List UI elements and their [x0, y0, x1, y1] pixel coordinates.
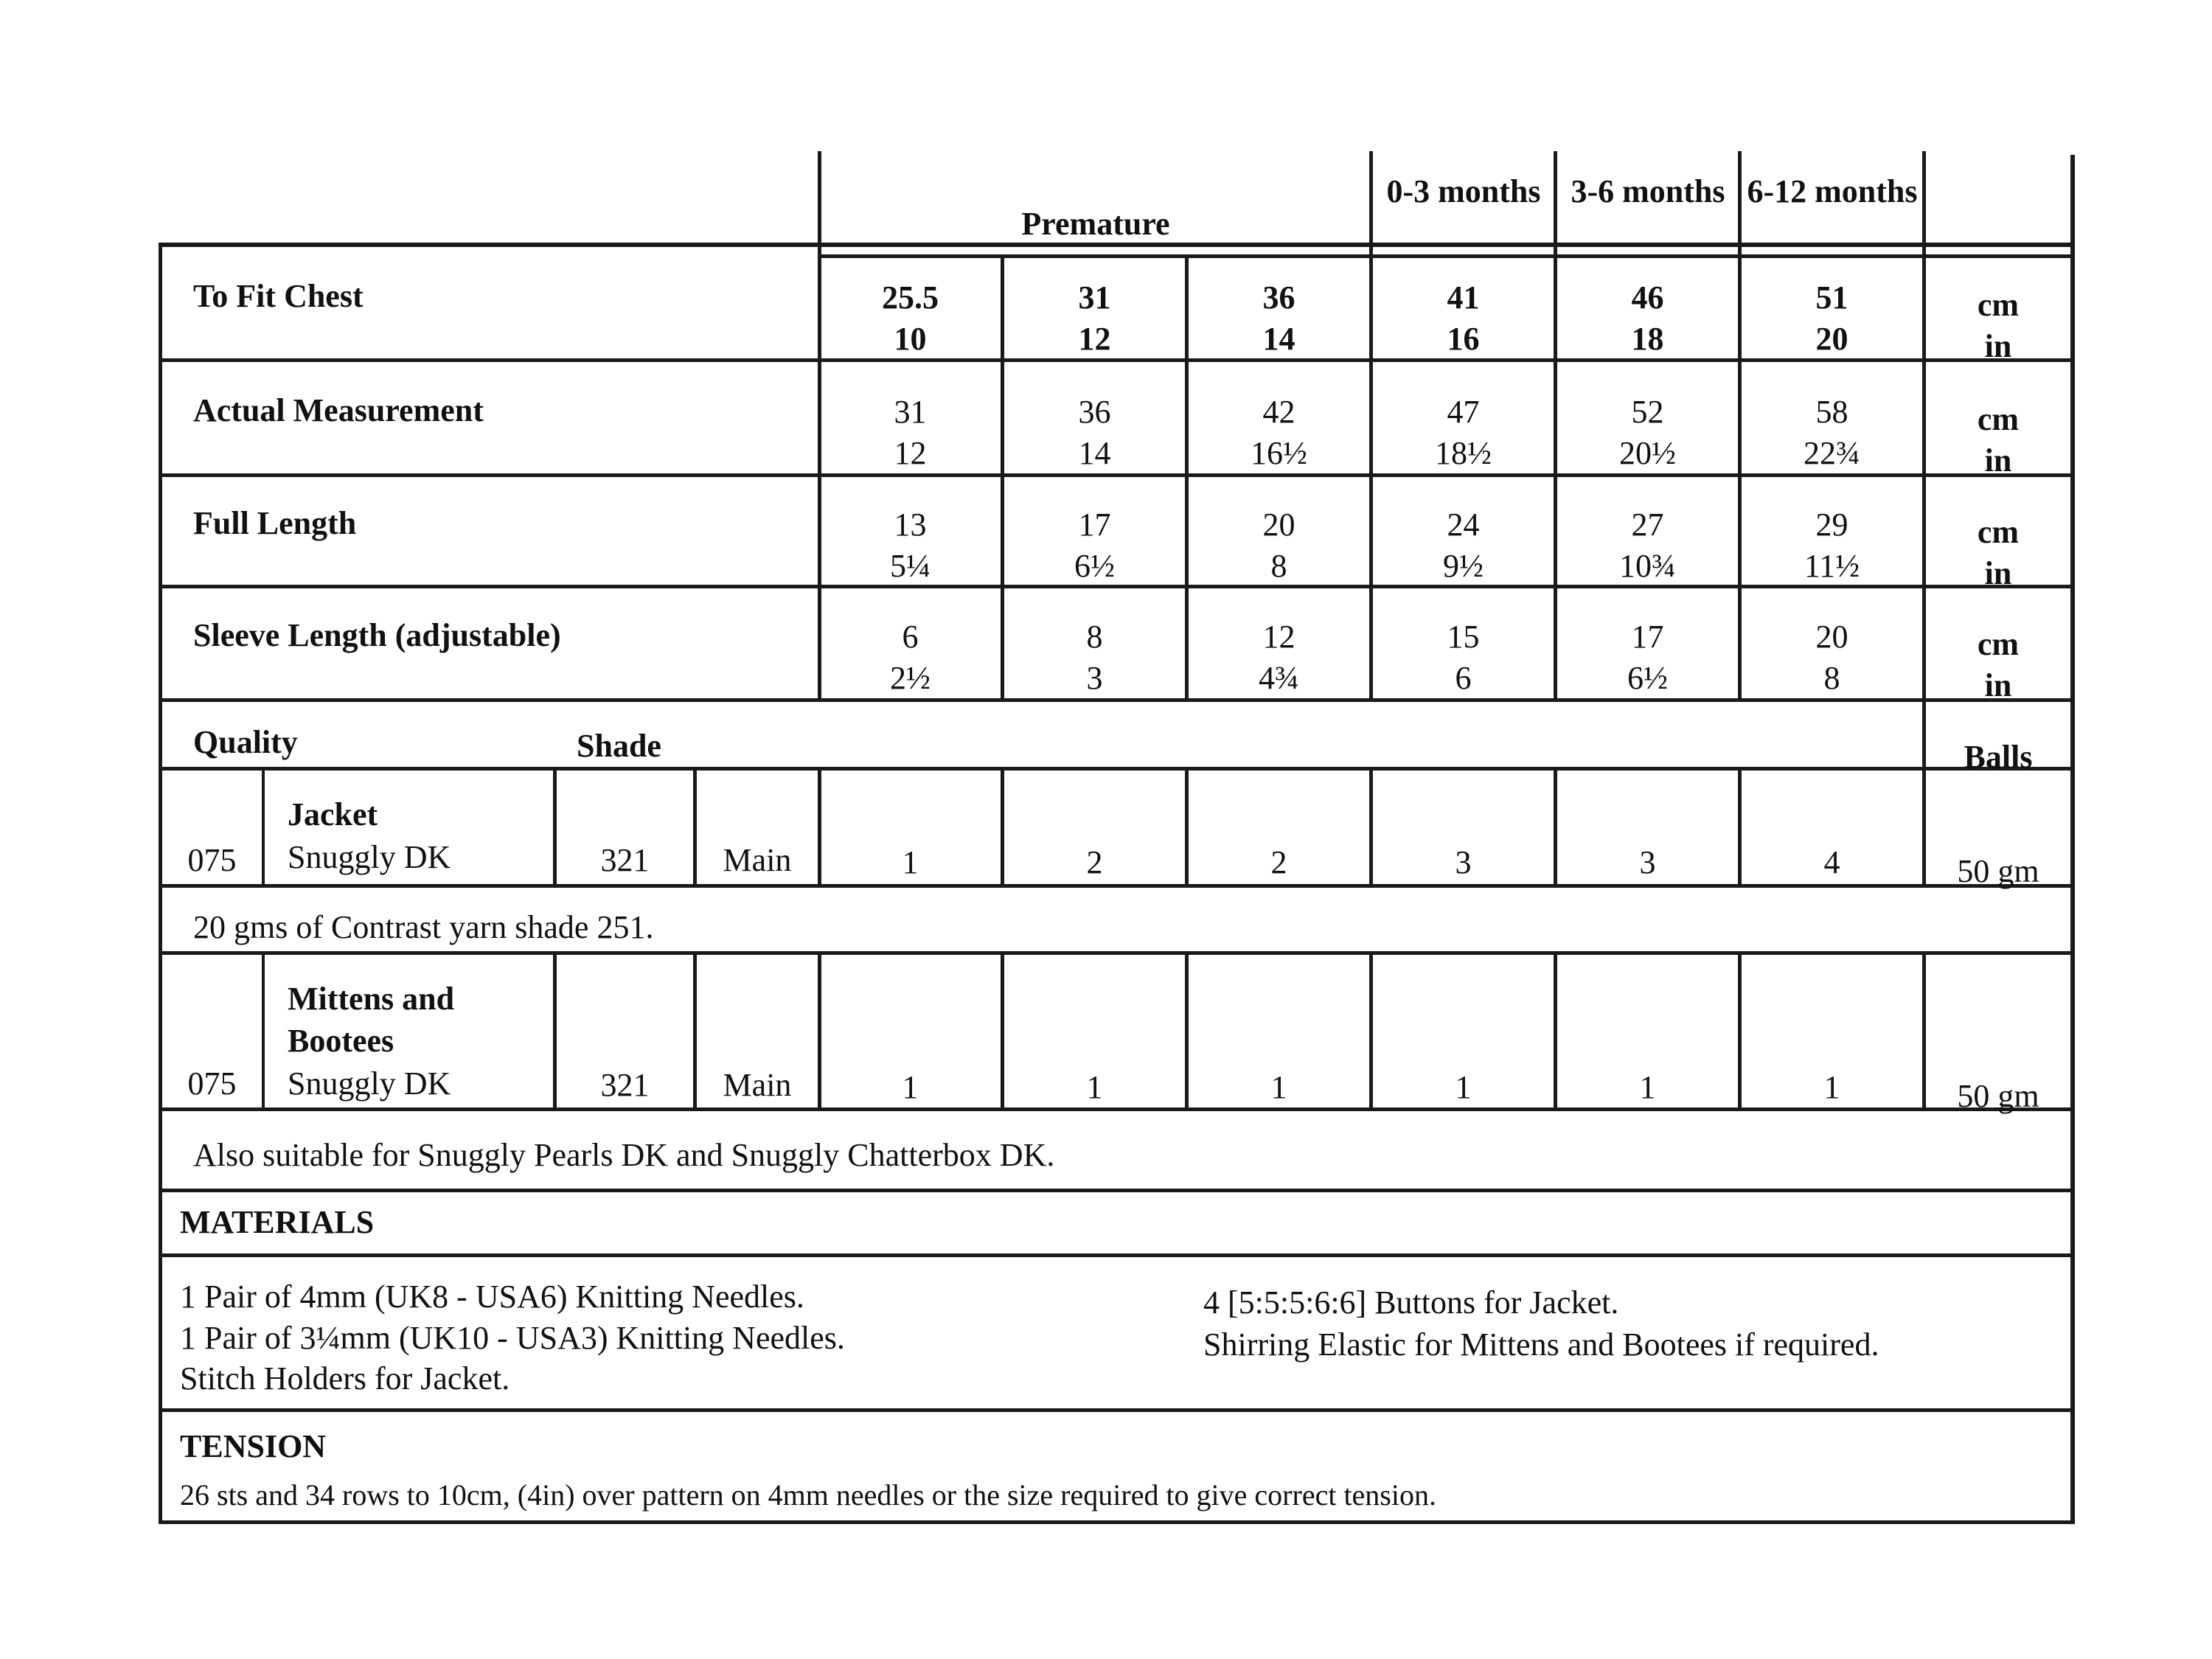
measurement-cm-value: 51: [1815, 279, 1848, 316]
yarn-name-line: Snuggly DK: [288, 839, 451, 875]
rule: [159, 585, 2074, 588]
shade-header: Shade: [577, 728, 661, 764]
suitable-note: Also suitable for Snuggly Pearls DK and Snuggly Chatterbox DK.: [193, 1137, 1055, 1173]
measurement-in-value: 18: [1631, 321, 1664, 357]
rule: [159, 1520, 2074, 1524]
measurement-cm-value: 12: [1262, 619, 1295, 655]
measurement-cm-value: 8: [1086, 619, 1103, 655]
ball-count: 1: [1639, 1069, 1656, 1105]
yarn-name-line: Jacket: [288, 796, 378, 832]
unit-in: in: [1984, 667, 2012, 703]
yarn-code: 075: [187, 842, 237, 878]
measurement-in-value: 8: [1270, 548, 1287, 584]
measurement-in-value: 12: [1078, 321, 1111, 357]
measurement-cm-value: 31: [1078, 279, 1111, 316]
materials-item: 1 Pair of 4mm (UK8 - USA6) Knitting Needles.: [180, 1279, 804, 1315]
measurement-in-value: 3: [1086, 660, 1103, 696]
measurement-in-value: 2½: [890, 660, 931, 696]
yarn-shade: 321: [600, 1067, 650, 1103]
measurement-cm-value: 31: [894, 394, 927, 430]
yarn-name-line: Snuggly DK: [288, 1065, 451, 1102]
rule: [262, 767, 265, 886]
rule: [818, 254, 2072, 258]
rule: [2070, 155, 2075, 1524]
measurement-cm-value: 17: [1631, 619, 1664, 655]
measurement-cm-value: 20: [1262, 507, 1295, 543]
yarn-type: Main: [723, 1067, 792, 1103]
measurement-in-value: 22¾: [1804, 435, 1860, 471]
unit-in: in: [1984, 442, 2012, 479]
ball-count: 2: [1270, 844, 1287, 880]
balls-header: Balls: [1964, 739, 2033, 775]
measurement-cm-value: 13: [894, 507, 927, 543]
yarn-unit: 50 gm: [1957, 1078, 2039, 1114]
unit-in: in: [1984, 555, 2012, 591]
measurement-in-value: 20½: [1619, 435, 1676, 471]
rule: [159, 767, 2074, 771]
ball-count: 3: [1455, 844, 1472, 880]
measurement-label: Actual Measurement: [193, 392, 484, 428]
measurement-in-value: 6½: [1074, 548, 1115, 584]
rule: [159, 698, 2074, 702]
ball-count: 1: [902, 1069, 919, 1105]
ball-count: 4: [1823, 844, 1840, 880]
measurement-cm-value: 25.5: [882, 279, 939, 316]
rule: [159, 1408, 2074, 1412]
size-header-3-6: 3-6 months: [1571, 173, 1725, 209]
measurement-in-value: 11½: [1804, 548, 1860, 584]
rule: [159, 243, 2074, 247]
measurement-in-value: 14: [1262, 321, 1295, 357]
contrast-note: 20 gms of Contrast yarn shade 251.: [193, 909, 654, 945]
ball-count: 3: [1639, 844, 1656, 880]
premature-header: Premature: [1021, 206, 1170, 242]
rule: [159, 1107, 2074, 1111]
measurement-cm-value: 52: [1631, 394, 1664, 430]
measurement-cm-value: 6: [902, 619, 919, 655]
measurement-cm-value: 20: [1815, 619, 1848, 655]
rule: [159, 884, 2074, 888]
measurement-label: To Fit Chest: [193, 278, 364, 314]
ball-count: 1: [1270, 1069, 1287, 1105]
rule: [159, 1189, 2074, 1192]
unit-cm: cm: [1977, 514, 2020, 550]
measurement-cm-value: 41: [1447, 279, 1480, 316]
rule: [159, 1253, 2074, 1257]
measurement-in-value: 16½: [1251, 435, 1307, 471]
yarn-type: Main: [723, 842, 792, 878]
measurement-in-value: 16: [1447, 321, 1480, 357]
rule: [159, 243, 162, 1524]
ball-count: 2: [1086, 844, 1103, 880]
measurement-in-value: 5¼: [890, 548, 931, 584]
measurement-cm-value: 36: [1262, 279, 1295, 316]
measurement-in-value: 10¾: [1619, 548, 1676, 584]
measurement-cm-value: 36: [1078, 394, 1111, 430]
measurement-in-value: 12: [894, 435, 927, 471]
yarn-name-line: Bootees: [288, 1023, 394, 1059]
materials-item: 1 Pair of 3¼mm (UK10 - USA3) Knitting Needles.: [180, 1320, 845, 1356]
measurement-cm-value: 58: [1815, 394, 1848, 430]
measurement-cm-value: 17: [1078, 507, 1111, 543]
measurement-cm-value: 27: [1631, 507, 1664, 543]
rule: [159, 358, 2074, 362]
materials-item: Stitch Holders for Jacket.: [180, 1360, 510, 1397]
measurement-in-value: 4¾: [1259, 660, 1299, 696]
rule: [159, 951, 2074, 955]
quality-header: Quality: [193, 724, 298, 760]
tension-text: 26 sts and 34 rows to 10cm, (4in) over pattern on 4mm needles or the size required to give correct tension.: [180, 1478, 1436, 1512]
ball-count: 1: [1455, 1069, 1472, 1105]
unit-cm: cm: [1977, 287, 2020, 323]
measurement-label: Full Length: [193, 505, 357, 541]
size-header-6-12: 6-12 months: [1747, 173, 1918, 209]
measurement-cm-value: 15: [1447, 619, 1480, 655]
measurement-cm-value: 29: [1815, 507, 1848, 543]
ball-count: 1: [1086, 1069, 1103, 1105]
measurement-in-value: 8: [1823, 660, 1840, 696]
measurement-in-value: 20: [1815, 321, 1848, 357]
unit-cm: cm: [1977, 626, 2020, 662]
measurement-cm-value: 46: [1631, 279, 1664, 316]
tension-title: TENSION: [180, 1428, 327, 1464]
measurement-label: Sleeve Length (adjustable): [193, 617, 561, 653]
unit-cm: cm: [1977, 401, 2020, 437]
measurement-in-value: 9½: [1443, 548, 1484, 584]
measurement-cm-value: 42: [1262, 394, 1295, 430]
measurement-in-value: 6: [1455, 660, 1472, 696]
measurement-in-value: 6½: [1627, 660, 1668, 696]
rule: [262, 951, 265, 1110]
materials-title: MATERIALS: [180, 1204, 375, 1240]
measurement-in-value: 10: [894, 321, 927, 357]
rule: [159, 473, 2074, 477]
yarn-name-line: Mittens and: [288, 981, 455, 1017]
ball-count: 1: [1823, 1069, 1840, 1105]
ball-count: 1: [902, 844, 919, 880]
materials-item: 4 [5:5:5:6:6] Buttons for Jacket.: [1203, 1284, 1619, 1321]
materials-item: Shirring Elastic for Mittens and Bootees if required.: [1203, 1326, 1879, 1363]
measurement-in-value: 18½: [1435, 435, 1492, 471]
measurement-cm-value: 47: [1447, 394, 1480, 430]
unit-in: in: [1984, 328, 2012, 364]
yarn-shade: 321: [600, 842, 650, 878]
size-header-0-3: 0-3 months: [1386, 173, 1541, 209]
yarn-code: 075: [187, 1065, 237, 1102]
measurement-cm-value: 24: [1447, 507, 1480, 543]
measurement-in-value: 14: [1078, 435, 1111, 471]
yarn-unit: 50 gm: [1957, 853, 2039, 889]
